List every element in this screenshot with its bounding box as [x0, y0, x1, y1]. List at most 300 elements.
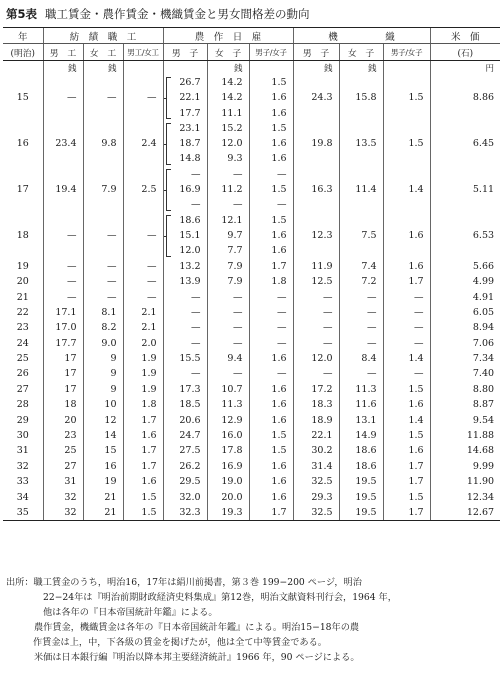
value-cell: — — [293, 366, 339, 381]
year-cell: 24 — [16, 337, 29, 349]
header-rice: 米 価 — [430, 28, 500, 44]
year-cell: 15 — [16, 92, 29, 104]
value-cell: 2.1 — [123, 305, 163, 320]
value-cell: 16.3 — [293, 167, 339, 213]
value-cell: 1.5 — [123, 505, 163, 521]
value-cell: 20 — [43, 412, 83, 427]
value-line: 9.3 — [227, 153, 243, 165]
value-cell: 12.0 — [293, 351, 339, 366]
note-line: 米価は日本銀行編『明治以降本邦主要経済統計』1966 年，90 ページによる。 — [34, 652, 360, 663]
wage-table — [3, 27, 500, 521]
header-rice-unit: (石) — [430, 44, 500, 61]
value-cell: 24.3 — [293, 75, 339, 121]
value-cell: 8.80 — [430, 382, 500, 397]
year-cell: 28 — [16, 399, 29, 411]
year-cell: 32 — [16, 460, 29, 472]
table-row — [3, 412, 500, 427]
value-cell — [207, 167, 249, 213]
value-cell: 13.2 — [163, 259, 207, 274]
value-cell — [207, 75, 249, 121]
value-line: 23.1 — [179, 122, 201, 134]
value-cell: — — [43, 289, 83, 304]
value-cell: 11.88 — [430, 428, 500, 443]
year-cell: 18 — [16, 230, 29, 242]
header-weaving: 機 織 — [293, 28, 430, 44]
value-cell: — — [163, 305, 207, 320]
year-cell: 27 — [16, 383, 29, 395]
value-cell: 1.6 — [249, 474, 293, 489]
value-cell: — — [339, 305, 383, 320]
year-cell: 25 — [16, 353, 29, 365]
value-cell: — — [339, 366, 383, 381]
value-cell: — — [293, 320, 339, 335]
value-cell: 18.3 — [293, 397, 339, 412]
value-cell: 32 — [43, 505, 83, 521]
header-spinning: 紡 績 職 工 — [43, 28, 163, 44]
value-cell: — — [249, 305, 293, 320]
value-line: 1.6 — [271, 138, 287, 150]
header-spin-ratio: 男工/女工 — [123, 44, 163, 61]
header-spin-male: 男 工 — [43, 44, 83, 61]
value-cell: — — [339, 289, 383, 304]
year-cell: 16 — [16, 138, 29, 150]
value-line: — — [277, 168, 287, 180]
table-row — [3, 167, 500, 213]
value-cell: 2.4 — [123, 121, 163, 167]
value-cell: — — [83, 274, 123, 289]
table-row — [3, 336, 500, 351]
table-row — [3, 474, 500, 489]
value-cell: 1.6 — [249, 397, 293, 412]
value-cell: 13.9 — [163, 274, 207, 289]
value-cell — [163, 213, 207, 259]
value-cell: — — [163, 366, 207, 381]
table-row — [3, 382, 500, 397]
value-cell: 12.3 — [293, 213, 339, 259]
value-line: — — [233, 199, 243, 211]
value-cell: 1.4 — [383, 412, 430, 427]
header-spin-female: 女 工 — [83, 44, 123, 61]
value-cell: — — [83, 213, 123, 259]
value-cell: — — [383, 366, 430, 381]
value-cell: 1.8 — [249, 274, 293, 289]
value-cell: 17.0 — [43, 320, 83, 335]
value-cell: — — [163, 289, 207, 304]
value-cell: 12.9 — [207, 412, 249, 427]
value-cell: 1.5 — [383, 75, 430, 121]
value-cell: 17.7 — [43, 336, 83, 351]
year-cell: 26 — [16, 368, 29, 380]
value-cell: 7.40 — [430, 366, 500, 381]
value-cell: — — [339, 336, 383, 351]
value-cell: 1.6 — [249, 351, 293, 366]
value-cell — [207, 121, 249, 167]
value-cell: 13.5 — [339, 121, 383, 167]
year-cell: 17 — [16, 184, 29, 196]
value-cell: 1.6 — [383, 443, 430, 458]
value-cell: 1.6 — [249, 489, 293, 504]
value-cell: — — [249, 320, 293, 335]
value-cell: — — [163, 336, 207, 351]
value-cell: 32.5 — [293, 505, 339, 521]
value-line: 15.2 — [221, 122, 243, 134]
value-cell: 24.7 — [163, 428, 207, 443]
value-cell: — — [293, 336, 339, 351]
value-cell: 17.1 — [43, 305, 83, 320]
value-cell: 19.5 — [339, 474, 383, 489]
value-cell: 17.2 — [293, 382, 339, 397]
value-cell: — — [249, 289, 293, 304]
table-row — [3, 75, 500, 121]
unit-cell: 銭 — [43, 61, 83, 76]
table-row — [3, 397, 500, 412]
value-cell: 7.9 — [207, 274, 249, 289]
value-cell — [249, 167, 293, 213]
value-cell: 19.0 — [207, 474, 249, 489]
source-notes — [6, 575, 498, 665]
value-cell: 10 — [83, 397, 123, 412]
value-cell: 14.9 — [339, 428, 383, 443]
bracket-mark — [166, 215, 171, 257]
value-cell: 1.7 — [383, 474, 430, 489]
value-cell: 19.5 — [339, 489, 383, 504]
value-cell: 7.2 — [339, 274, 383, 289]
unit-cell: 銭 — [339, 61, 383, 76]
value-cell: — — [83, 259, 123, 274]
value-cell: — — [249, 336, 293, 351]
value-cell: 1.6 — [383, 397, 430, 412]
value-cell: 17 — [43, 351, 83, 366]
value-line: 18.7 — [179, 138, 201, 150]
year-cell: 21 — [16, 291, 29, 303]
value-cell: 1.8 — [123, 397, 163, 412]
value-cell: 9.4 — [207, 351, 249, 366]
value-cell: 19.8 — [293, 121, 339, 167]
value-line: — — [191, 199, 201, 211]
value-cell: 14.68 — [430, 443, 500, 458]
value-line: 12.1 — [221, 214, 243, 226]
value-cell: 9.54 — [430, 412, 500, 427]
value-cell: 1.7 — [383, 274, 430, 289]
value-cell: 32.3 — [163, 505, 207, 521]
value-cell: 1.5 — [383, 382, 430, 397]
year-cell: 35 — [3, 505, 43, 521]
year-cell: 34 — [16, 491, 29, 503]
value-cell: — — [207, 320, 249, 335]
value-line: 1.5 — [271, 214, 287, 226]
table-body — [3, 61, 500, 521]
table-row — [3, 121, 500, 167]
unit-cell: 銭 — [293, 61, 339, 76]
unit-cell: 銭 — [83, 61, 123, 76]
value-line: 9.7 — [227, 229, 243, 241]
value-cell: 25 — [43, 443, 83, 458]
value-cell: 1.7 — [123, 459, 163, 474]
value-cell: 17.8 — [207, 443, 249, 458]
value-cell: 15.5 — [163, 351, 207, 366]
table-row — [3, 274, 500, 289]
value-cell: 21 — [83, 489, 123, 504]
value-cell: 18.5 — [163, 397, 207, 412]
value-line: 14.8 — [179, 153, 201, 165]
value-cell: 19.4 — [43, 167, 83, 213]
table-number: 第5表 — [6, 7, 38, 21]
value-cell: 32 — [43, 489, 83, 504]
header-farm-ratio: 男子/女子 — [249, 44, 293, 61]
year-cell: 29 — [16, 414, 29, 426]
value-cell: 22.1 — [293, 428, 339, 443]
value-cell: — — [123, 75, 163, 121]
value-cell: 1.6 — [249, 412, 293, 427]
table-row — [3, 505, 500, 521]
value-cell — [249, 75, 293, 121]
value-cell — [249, 213, 293, 259]
value-cell: 17.3 — [163, 382, 207, 397]
value-line: 1.6 — [271, 245, 287, 257]
year-cell: 20 — [16, 276, 29, 288]
value-cell: 1.7 — [123, 443, 163, 458]
value-line: 12.0 — [179, 245, 201, 257]
header-farm-female: 女 子 — [207, 44, 249, 61]
note-line: 22−24年は『明治前期財政経済史料集成』第12巻，明治文献資料刊行会，1964 年， — [43, 592, 397, 603]
value-line: 1.5 — [271, 122, 287, 134]
value-cell: — — [123, 213, 163, 259]
value-cell: 18.6 — [339, 443, 383, 458]
value-cell: 31 — [43, 474, 83, 489]
value-cell: 12.67 — [430, 505, 500, 521]
value-cell: 1.7 — [383, 459, 430, 474]
value-cell: — — [207, 366, 249, 381]
value-cell: 9.8 — [83, 121, 123, 167]
value-cell: 32.0 — [163, 489, 207, 504]
header-year: 年 — [3, 28, 43, 44]
value-line: — — [191, 168, 201, 180]
value-cell: 16 — [83, 459, 123, 474]
value-cell: 5.66 — [430, 259, 500, 274]
value-cell: 14 — [83, 428, 123, 443]
value-line: 1.5 — [271, 184, 287, 196]
value-cell: 5.11 — [430, 167, 500, 213]
value-line: 17.7 — [179, 107, 201, 119]
unit-cell: 円 — [430, 61, 500, 76]
unit-row — [3, 61, 500, 76]
value-line: 1.6 — [271, 107, 287, 119]
value-cell: 16.0 — [207, 428, 249, 443]
value-line: 11.1 — [221, 107, 243, 119]
value-cell: — — [43, 213, 83, 259]
value-cell: 21 — [83, 505, 123, 521]
value-cell: 20.6 — [163, 412, 207, 427]
value-cell: 9.0 — [83, 336, 123, 351]
table-row — [3, 305, 500, 320]
value-line: 1.6 — [271, 153, 287, 165]
value-line: 14.2 — [221, 92, 243, 104]
value-cell: 1.5 — [383, 121, 430, 167]
value-cell: 9 — [83, 382, 123, 397]
value-cell: 1.7 — [249, 259, 293, 274]
year-cell: 19 — [16, 260, 29, 272]
value-cell — [249, 121, 293, 167]
value-cell: 1.5 — [383, 489, 430, 504]
value-line: — — [277, 199, 287, 211]
value-cell: 32.5 — [293, 474, 339, 489]
table-row — [3, 443, 500, 458]
bracket-mark — [166, 123, 171, 165]
value-cell: 2.5 — [123, 167, 163, 213]
value-cell: 7.9 — [83, 167, 123, 213]
value-cell: — — [123, 289, 163, 304]
value-cell: 18 — [43, 397, 83, 412]
value-cell: 1.5 — [249, 443, 293, 458]
value-line: 7.7 — [227, 245, 243, 257]
value-cell: 12.5 — [293, 274, 339, 289]
value-cell: 1.6 — [249, 382, 293, 397]
value-cell: 2.1 — [123, 320, 163, 335]
value-cell: — — [207, 336, 249, 351]
table-row — [3, 351, 500, 366]
value-cell: 8.87 — [430, 397, 500, 412]
value-cell: 1.4 — [383, 167, 430, 213]
value-cell: 1.9 — [123, 366, 163, 381]
note-line: 作賃金は上，中，下各級の賃金を掲げたが，他は全て中等賃金である。 — [33, 637, 327, 648]
year-cell: 33 — [16, 476, 29, 488]
value-cell: 19.5 — [339, 505, 383, 521]
value-cell: 9 — [83, 351, 123, 366]
value-cell — [163, 75, 207, 121]
bracket-mark — [166, 77, 171, 119]
value-cell: 1.6 — [249, 459, 293, 474]
value-cell: 1.6 — [123, 428, 163, 443]
value-cell: — — [123, 274, 163, 289]
value-cell: — — [43, 75, 83, 121]
value-cell: — — [123, 259, 163, 274]
value-cell: — — [383, 305, 430, 320]
value-cell: 31.4 — [293, 459, 339, 474]
value-cell: 7.4 — [339, 259, 383, 274]
value-cell: 1.9 — [123, 382, 163, 397]
year-cell: 23 — [16, 322, 29, 334]
value-line: — — [233, 168, 243, 180]
unit-cell: 銭 — [207, 61, 249, 76]
value-cell: 23.4 — [43, 121, 83, 167]
value-cell: — — [339, 320, 383, 335]
value-cell: — — [43, 259, 83, 274]
value-cell: 23 — [43, 428, 83, 443]
year-cell: 31 — [16, 445, 29, 457]
value-cell: 19.3 — [207, 505, 249, 521]
value-cell: — — [293, 289, 339, 304]
value-cell: — — [383, 336, 430, 351]
header-meiji: (明治) — [3, 44, 43, 61]
value-cell: 7.34 — [430, 351, 500, 366]
value-cell: — — [383, 320, 430, 335]
header-weave-male: 男 子 — [293, 44, 339, 61]
value-cell — [163, 121, 207, 167]
table-row — [3, 213, 500, 259]
value-cell: 1.7 — [249, 505, 293, 521]
value-line: 16.9 — [179, 184, 201, 196]
note-line: 出所：職工賃金のうち，明治16，17年は絹川前掲書，第３巻 199−200 ページ，明治 — [6, 577, 362, 588]
value-cell: 10.7 — [207, 382, 249, 397]
value-cell: 18.9 — [293, 412, 339, 427]
value-cell: 30.2 — [293, 443, 339, 458]
value-cell: 11.90 — [430, 474, 500, 489]
value-cell: — — [293, 305, 339, 320]
value-cell: 6.05 — [430, 305, 500, 320]
table-row — [3, 259, 500, 274]
value-cell: — — [43, 274, 83, 289]
value-cell: 7.9 — [207, 259, 249, 274]
value-cell: 9.99 — [430, 459, 500, 474]
value-cell: 2.0 — [123, 336, 163, 351]
value-cell: 6.45 — [430, 121, 500, 167]
value-cell: 1.7 — [123, 412, 163, 427]
value-cell: 1.6 — [123, 474, 163, 489]
value-cell: 17 — [43, 382, 83, 397]
table-row — [3, 289, 500, 304]
value-cell: — — [207, 305, 249, 320]
header-farm-male: 男 子 — [163, 44, 207, 61]
bracket-mark — [166, 169, 171, 211]
value-cell: 16.9 — [207, 459, 249, 474]
table-row — [3, 320, 500, 335]
value-cell: 27.5 — [163, 443, 207, 458]
value-cell: 12.34 — [430, 489, 500, 504]
value-line: 18.6 — [179, 214, 201, 226]
table-title — [6, 6, 310, 22]
value-cell: — — [383, 289, 430, 304]
value-cell: 1.9 — [123, 351, 163, 366]
value-cell: 26.2 — [163, 459, 207, 474]
value-cell: 11.9 — [293, 259, 339, 274]
year-cell: 30 — [16, 430, 29, 442]
value-cell: 1.6 — [383, 213, 430, 259]
value-cell: 1.6 — [383, 259, 430, 274]
value-cell: 15 — [83, 443, 123, 458]
value-cell: 19 — [83, 474, 123, 489]
value-cell: 1.5 — [123, 489, 163, 504]
value-cell: 8.1 — [83, 305, 123, 320]
value-cell: 27 — [43, 459, 83, 474]
value-cell: 4.91 — [430, 289, 500, 304]
value-cell: 29.3 — [293, 489, 339, 504]
value-cell: 4.99 — [430, 274, 500, 289]
value-cell: 8.94 — [430, 320, 500, 335]
table-row — [3, 366, 500, 381]
value-cell: 17 — [43, 366, 83, 381]
value-cell: — — [83, 75, 123, 121]
value-line: 1.5 — [271, 77, 287, 88]
table-row — [3, 489, 500, 504]
value-cell: 1.4 — [383, 351, 430, 366]
value-cell: 7.5 — [339, 213, 383, 259]
value-cell: — — [163, 320, 207, 335]
value-cell: 8.86 — [430, 75, 500, 121]
value-cell: — — [207, 289, 249, 304]
value-cell: 18.6 — [339, 459, 383, 474]
header-weave-ratio: 男子/女子 — [383, 44, 430, 61]
header-weave-female: 女 子 — [339, 44, 383, 61]
value-cell: 9 — [83, 366, 123, 381]
value-cell: — — [83, 289, 123, 304]
value-cell: 1.7 — [383, 505, 430, 521]
value-cell — [163, 167, 207, 213]
table-row — [3, 428, 500, 443]
note-line: 農作賃金，機織賃金は各年の『日本帝国統計年鑑』による。明治15−18年の農 — [34, 622, 360, 633]
value-cell: 11.3 — [207, 397, 249, 412]
year-cell: 22 — [16, 306, 29, 318]
value-cell: 11.3 — [339, 382, 383, 397]
